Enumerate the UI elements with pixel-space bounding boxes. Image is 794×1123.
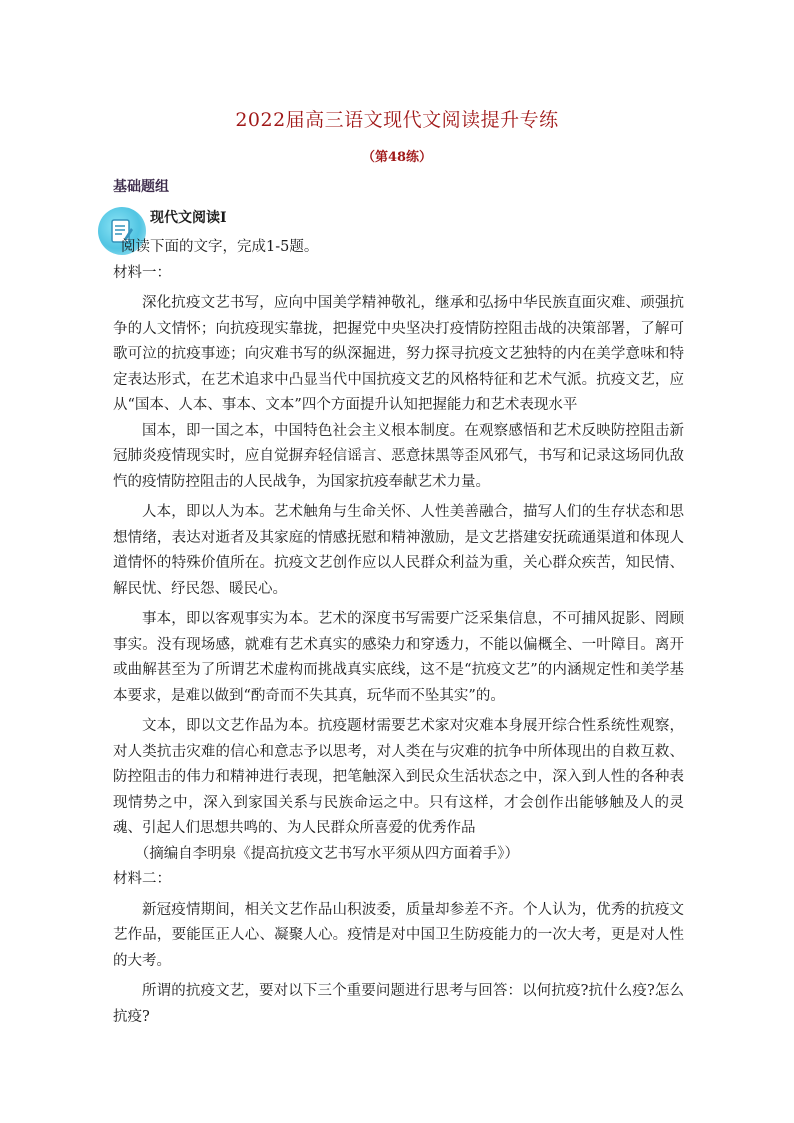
- paragraph: 事本，即以客观事实为本。艺术的深度书写需要广泛采集信息，不可捕风捉影、罔顾事实。没有现场感，就难有艺术真实的感染力和穿透力，不能以偏概全、一叶障目。离开或曲解甚至为了所谓艺术虚构而挑战真实底线，这不是“抗疫文艺”的内涵规定性和美学基本要求，是难以做到“酌奇而不失其真，玩华而不坠其实”的。: [113, 611, 684, 704]
- subsection-heading: 现代文阅读Ⅰ: [150, 210, 227, 226]
- reading-passage: [113, 235, 684, 1030]
- citation: （摘编自李明泉《提高抗疫文艺书写水平须从四方面着手》）: [134, 845, 519, 862]
- instruction-text: 阅读下面的文字，完成1-5题。: [121, 239, 319, 255]
- paragraph: 文本，即以文艺作品为本。抗疫题材需要艺术家对灾难本身展开综合性系统性观察，对人类抗击灾难的信心和意志予以思考，对人类在与灾难的抗争中所体现出的自救互救、防控阻击的伟力和精神进行表现，把笔触深入到民众生活状态之中，深入到人性的各种表现情势之中，深入到家国关系与民族命运之中。只有这样，才会创作出能够触及人的灵魂、引起人们思想共鸣的、为人民群众所喜爱的优秀作品: [113, 718, 684, 836]
- document-subtitle: （第48练）: [361, 150, 433, 165]
- paragraph: 深化抗疫文艺书写，应向中国美学精神敬礼，继承和弘扬中华民族直面灾难、顽强抗争的人文情怀；向抗疫现实靠拢，把握党中央坚决打疫情防控阻击战的决策部署，了解可歌可泣的抗疫事迹；向灾难书写的纵深掘进，努力探寻抗疫文艺独特的内在美学意味和特定表达形式，在艺术追求中凸显当代中国抗疫文艺的风格特征和艺术气派。抗疫文艺，应从“国本、人本、事本、文本”四个方面提升认知把握能力和艺术表现水平: [113, 295, 684, 413]
- paragraph: 国本，即一国之本，中国特色社会主义根本制度。在观察感悟和艺术反映防控阻击新冠肺炎疫情现实时，应自觉摒弃轻信谣言、恶意抹黑等歪风邪气，书写和记录这场同仇敌忾的疫情防控阻击的人民战争，为国家抗疫奉献艺术力量。: [113, 422, 684, 490]
- section-heading: 基础题组: [113, 179, 169, 195]
- document-title: 2022届高三语文现代文阅读提升专练: [235, 109, 559, 131]
- paragraph: 所谓的抗疫文艺，要对以下三个重要问题进行思考与回答：以何抗疫?抗什么疫?怎么抗疫?: [113, 983, 684, 1025]
- paragraph: 人本，即以人为本。艺术触角与生命关怀、人性美善融合，描写人们的生存状态和思想情绪，表达对逝者及其家庭的情感抚慰和精神激励，是文艺搭建安抚疏通渠道和体现人道情怀的特殊价值所在。抗疫文艺创作应以人民群众利益为重，关心群众疾苦，知民情、解民忧、纾民怨、暖民心。: [113, 504, 684, 597]
- paragraph: 新冠疫情期间，相关文艺作品山积波委，质量却参差不齐。个人认为，优秀的抗疫文艺作品，要能匡正人心、凝聚人心。疫情是对中国卫生防疫能力的一次大考，更是对人性的大考。: [113, 901, 684, 969]
- material-two-label: 材料二：: [113, 871, 171, 887]
- material-one-label: 材料一：: [113, 264, 171, 281]
